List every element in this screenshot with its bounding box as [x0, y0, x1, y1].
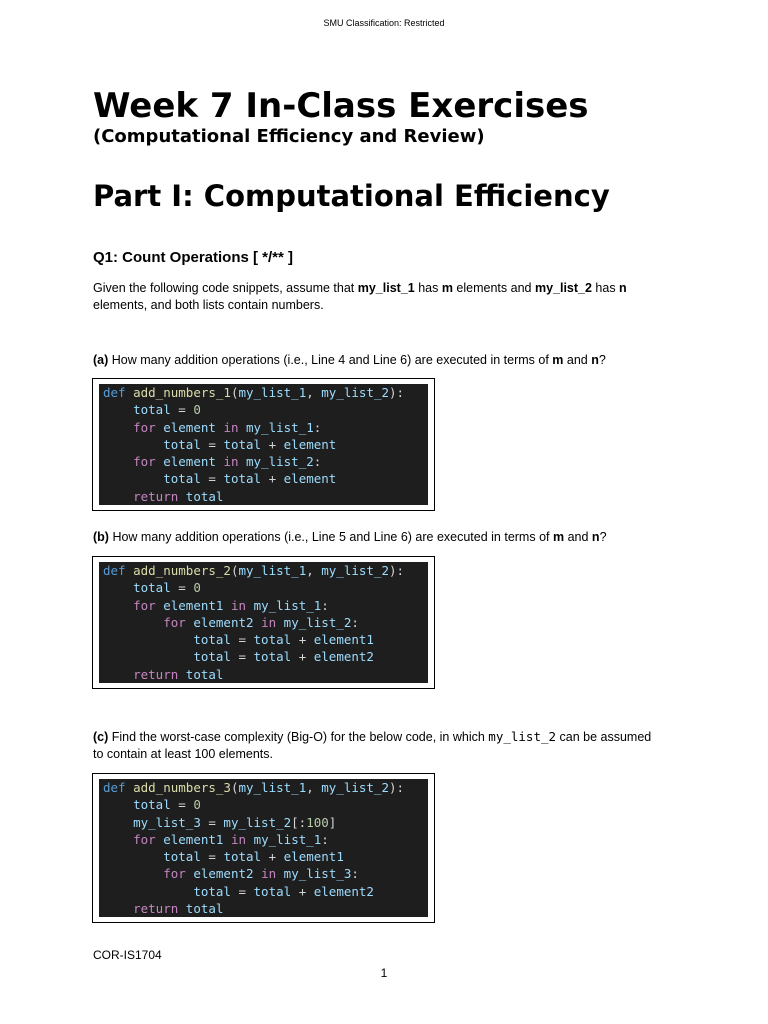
code-block-b: def add_numbers_2(my_list_1, my_list_2): total = 0 for element1 in my_list_1: for element2 in my_list_2: total = total + element1 total = total + element2 return total: [92, 556, 435, 689]
code-block-a: def add_numbers_1(my_list_1, my_list_2): total = 0 for element in my_list_1: total = total + element for element in my_list_2: total = total + element return total: [92, 378, 435, 511]
footer-course-code: COR-IS1704: [93, 948, 162, 962]
part-a-prompt: (a) How many addition operations (i.e., Line 4 and Line 6) are executed in terms of m and n?: [93, 353, 606, 367]
part-b-prompt: (b) How many addition operations (i.e., Line 5 and Line 6) are executed in terms of m and n?: [93, 530, 607, 544]
question-intro: Given the following code snippets, assume that my_list_1 has m elements and my_list_2 has n elements, and both lists contain numbers.: [93, 281, 627, 312]
question-heading: Q1: Count Operations [ */** ]: [93, 249, 294, 266]
part-heading: Part I: Computational Efficiency: [93, 179, 610, 213]
document-subtitle: (Computational Efficiency and Review): [93, 126, 485, 147]
page-number: 1: [380, 966, 388, 980]
code-block-c: def add_numbers_3(my_list_1, my_list_2): total = 0 my_list_3 = my_list_2[:100] for element1 in my_list_1: total = total + element1 for element2 in my_list_3: total = total + element2 return total: [92, 773, 435, 923]
document-title: Week 7 In-Class Exercises: [93, 86, 589, 126]
part-c-prompt: (c) Find the worst-case complexity (Big-O) for the below code, in which my_list_2 can be assumed to contain at least 100 elements.: [93, 729, 652, 761]
classification-header: SMU Classification: Restricted: [323, 18, 445, 28]
